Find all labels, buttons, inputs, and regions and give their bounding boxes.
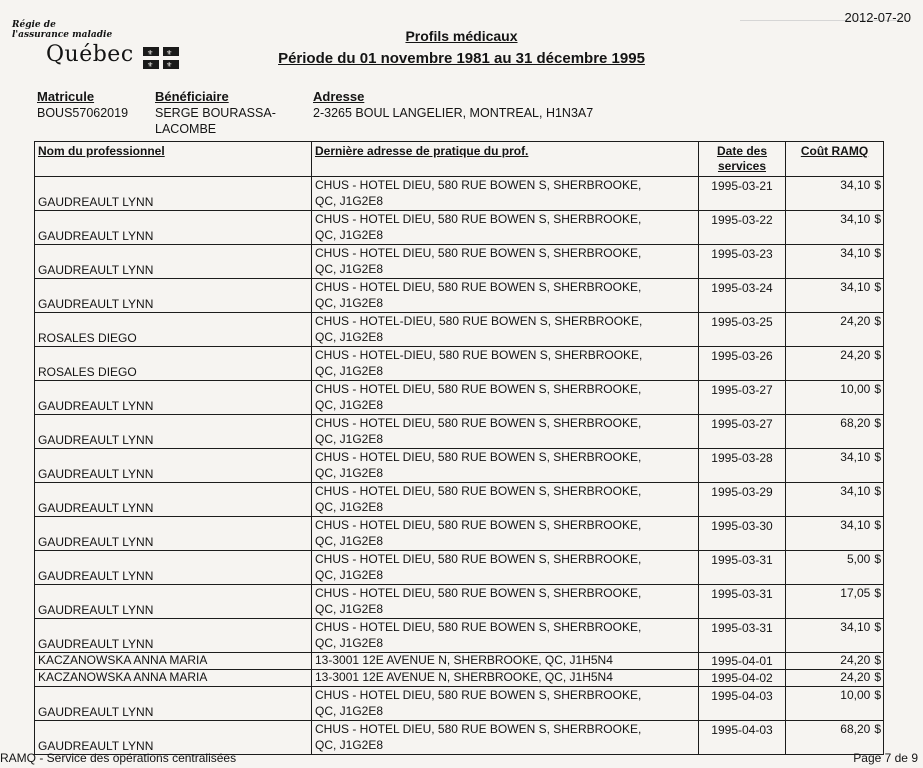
- currency-symbol: $: [874, 518, 881, 532]
- currency-symbol: $: [874, 450, 881, 464]
- table-row: [35, 449, 884, 483]
- currency-symbol: $: [874, 212, 881, 226]
- cost-amount: 34,10: [840, 450, 871, 464]
- logo-line1: Régie de: [12, 20, 56, 30]
- ramq-cost: [786, 415, 884, 449]
- service-date: 1995-03-22: [699, 211, 786, 245]
- table-row: [35, 279, 884, 313]
- svg-text:⚜: ⚜: [147, 49, 154, 57]
- period-subtitle: Période du 01 novembre 1981 au 31 décembre 1995: [278, 50, 645, 67]
- table-row: [35, 211, 884, 245]
- service-date: 1995-03-21: [699, 177, 786, 211]
- practice-address-line2: QC, J1G2E8: [315, 432, 384, 446]
- professional-name: GAUDREAULT LYNN: [35, 551, 312, 585]
- cost-amount: 34,10: [840, 518, 871, 532]
- ramq-cost: [786, 279, 884, 313]
- header-address: Dernière adresse de pratique du prof.: [312, 142, 699, 177]
- practice-address-line2: QC, J1G2E8: [315, 262, 384, 276]
- table-row: [35, 517, 884, 551]
- logo-brand: Québec: [46, 42, 134, 67]
- ramq-cost: [786, 483, 884, 517]
- service-date: 1995-04-02: [699, 670, 786, 687]
- practice-address-line2: QC, J1G2E8: [315, 738, 384, 752]
- header-date: [699, 142, 786, 177]
- practice-address-line2: QC, J1G2E8: [315, 466, 384, 480]
- ramq-cost: [786, 177, 884, 211]
- cost-amount: 34,10: [840, 620, 871, 634]
- professional-name: GAUDREAULT LYNN: [35, 517, 312, 551]
- currency-symbol: $: [874, 280, 881, 294]
- footer-page-number: Page 7 de 9: [853, 751, 918, 765]
- professional-name: GAUDREAULT LYNN: [35, 721, 312, 755]
- service-date: 1995-04-03: [699, 721, 786, 755]
- matricule-label: Matricule: [37, 89, 95, 104]
- table-row: [35, 245, 884, 279]
- currency-symbol: $: [874, 586, 881, 600]
- practice-address-line1: CHUS - HOTEL DIEU, 580 RUE BOWEN S, SHERBROOKE,: [315, 484, 642, 498]
- currency-symbol: $: [874, 348, 881, 362]
- adresse-label: Adresse: [313, 89, 365, 104]
- header-professional: Nom du professionnel: [35, 142, 312, 177]
- table-row: [35, 670, 884, 687]
- practice-address-line1: 13-3001 12E AVENUE N, SHERBROOKE, QC, J1H5N4: [315, 653, 613, 667]
- currency-symbol: $: [874, 246, 881, 260]
- practice-address: [312, 653, 699, 670]
- svg-text:⚜: ⚜: [166, 61, 173, 69]
- practice-address-line1: CHUS - HOTEL DIEU, 580 RUE BOWEN S, SHERBROOKE,: [315, 722, 642, 736]
- ramq-cost: [786, 517, 884, 551]
- cost-amount: 68,20: [840, 722, 871, 736]
- practice-address-line1: CHUS - HOTEL DIEU, 580 RUE BOWEN S, SHERBROOKE,: [315, 518, 642, 532]
- cost-amount: 17,05: [840, 586, 871, 600]
- practice-address-line1: CHUS - HOTEL DIEU, 580 RUE BOWEN S, SHERBROOKE,: [315, 450, 642, 464]
- report-date: 2012-07-20: [844, 10, 911, 25]
- practice-address-line1: CHUS - HOTEL-DIEU, 580 RUE BOWEN S, SHERBROOKE,: [315, 314, 643, 328]
- professional-name: GAUDREAULT LYNN: [35, 245, 312, 279]
- table-row: [35, 687, 884, 721]
- currency-symbol: $: [874, 178, 881, 192]
- currency-symbol: $: [874, 382, 881, 396]
- table-row: [35, 177, 884, 211]
- practice-address-line1: CHUS - HOTEL DIEU, 580 RUE BOWEN S, SHERBROOKE,: [315, 178, 642, 192]
- table-row: [35, 653, 884, 670]
- service-date: 1995-03-23: [699, 245, 786, 279]
- practice-address: [312, 177, 699, 211]
- practice-address-line1: CHUS - HOTEL DIEU, 580 RUE BOWEN S, SHERBROOKE,: [315, 246, 642, 260]
- matricule-value: BOUS57062019: [37, 106, 129, 120]
- table-row: [35, 619, 884, 653]
- header-date-line2: services: [717, 159, 767, 173]
- practice-address-line1: CHUS - HOTEL DIEU, 580 RUE BOWEN S, SHERBROOKE,: [315, 688, 642, 702]
- practice-address-line2: QC, J1G2E8: [315, 398, 384, 412]
- cost-amount: 34,10: [840, 178, 871, 192]
- professional-name: GAUDREAULT LYNN: [35, 449, 312, 483]
- table-row: [35, 415, 884, 449]
- currency-symbol: $: [874, 314, 881, 328]
- medical-records-table: [34, 141, 884, 755]
- table-row: [35, 551, 884, 585]
- practice-address-line1: CHUS - HOTEL DIEU, 580 RUE BOWEN S, SHERBROOKE,: [315, 552, 642, 566]
- cost-amount: 10,00: [840, 688, 871, 702]
- ramq-cost: [786, 619, 884, 653]
- header-date-line1: Date des: [716, 144, 768, 158]
- professional-name: GAUDREAULT LYNN: [35, 381, 312, 415]
- professional-name: GAUDREAULT LYNN: [35, 585, 312, 619]
- service-date: 1995-03-25: [699, 313, 786, 347]
- practice-address: [312, 619, 699, 653]
- ramq-cost: [786, 670, 884, 687]
- practice-address-line2: QC, J1G2E8: [315, 534, 384, 548]
- cost-amount: 34,10: [840, 212, 871, 226]
- practice-address: [312, 687, 699, 721]
- currency-symbol: $: [874, 620, 881, 634]
- ramq-cost: [786, 585, 884, 619]
- table-row: [35, 483, 884, 517]
- practice-address: [312, 721, 699, 755]
- practice-address: [312, 245, 699, 279]
- page-title: Profils médicaux: [405, 28, 518, 44]
- practice-address-line1: CHUS - HOTEL-DIEU, 580 RUE BOWEN S, SHERBROOKE,: [315, 348, 643, 362]
- service-date: 1995-03-31: [699, 585, 786, 619]
- cost-amount: 24,20: [840, 314, 871, 328]
- ramq-cost: [786, 449, 884, 483]
- practice-address-line2: QC, J1G2E8: [315, 568, 384, 582]
- practice-address-line1: CHUS - HOTEL DIEU, 580 RUE BOWEN S, SHERBROOKE,: [315, 416, 642, 430]
- beneficiaire-line2: LACOMBE: [155, 122, 217, 136]
- ramq-cost: [786, 551, 884, 585]
- professional-name: KACZANOWSKA ANNA MARIA: [35, 653, 312, 670]
- currency-symbol: $: [874, 484, 881, 498]
- currency-symbol: $: [874, 670, 881, 684]
- ramq-cost: [786, 653, 884, 670]
- practice-address-line1: CHUS - HOTEL DIEU, 580 RUE BOWEN S, SHERBROOKE,: [315, 212, 642, 226]
- adresse-value: 2-3265 BOUL LANGELIER, MONTREAL, H1N3A7: [313, 106, 594, 120]
- practice-address: [312, 313, 699, 347]
- professional-name: ROSALES DIEGO: [35, 313, 312, 347]
- table-body: [35, 177, 884, 755]
- professional-name: ROSALES DIEGO: [35, 347, 312, 381]
- practice-address: [312, 585, 699, 619]
- professional-name: GAUDREAULT LYNN: [35, 483, 312, 517]
- practice-address: [312, 415, 699, 449]
- service-date: 1995-03-28: [699, 449, 786, 483]
- cost-amount: 24,20: [840, 653, 871, 667]
- service-date: 1995-03-27: [699, 415, 786, 449]
- practice-address-line2: QC, J1G2E8: [315, 228, 384, 242]
- practice-address: [312, 670, 699, 687]
- ramq-cost: [786, 313, 884, 347]
- ramq-cost: [786, 245, 884, 279]
- practice-address-line2: QC, J1G2E8: [315, 296, 384, 310]
- logo-line2: l'assurance maladie: [12, 30, 113, 40]
- practice-address-line2: QC, J1G2E8: [315, 364, 384, 378]
- service-date: 1995-03-31: [699, 619, 786, 653]
- service-date: 1995-04-01: [699, 653, 786, 670]
- service-date: 1995-03-31: [699, 551, 786, 585]
- service-date: 1995-03-24: [699, 279, 786, 313]
- professional-name: GAUDREAULT LYNN: [35, 279, 312, 313]
- beneficiaire-label: Bénéficiaire: [155, 89, 229, 104]
- currency-symbol: $: [874, 653, 881, 667]
- practice-address-line2: QC, J1G2E8: [315, 704, 384, 718]
- professional-name: GAUDREAULT LYNN: [35, 415, 312, 449]
- professional-name: GAUDREAULT LYNN: [35, 211, 312, 245]
- cost-amount: 34,10: [840, 280, 871, 294]
- practice-address-line1: 13-3001 12E AVENUE N, SHERBROOKE, QC, J1H5N4: [315, 670, 613, 684]
- currency-symbol: $: [874, 416, 881, 430]
- professional-name: KACZANOWSKA ANNA MARIA: [35, 670, 312, 687]
- service-date: 1995-04-03: [699, 687, 786, 721]
- practice-address: [312, 517, 699, 551]
- practice-address-line1: CHUS - HOTEL DIEU, 580 RUE BOWEN S, SHERBROOKE,: [315, 620, 642, 634]
- service-date: 1995-03-29: [699, 483, 786, 517]
- cost-amount: 34,10: [840, 246, 871, 260]
- svg-text:⚜: ⚜: [166, 49, 173, 57]
- currency-symbol: $: [874, 552, 881, 566]
- cost-amount: 5,00: [846, 552, 871, 566]
- practice-address-line2: QC, J1G2E8: [315, 330, 384, 344]
- header-cost: Coût RAMQ: [786, 142, 884, 177]
- beneficiaire-line1: SERGE BOURASSA-: [155, 106, 276, 120]
- ramq-cost: [786, 687, 884, 721]
- practice-address-line2: QC, J1G2E8: [315, 194, 384, 208]
- table-row: [35, 381, 884, 415]
- professional-name: GAUDREAULT LYNN: [35, 177, 312, 211]
- table-row: [35, 313, 884, 347]
- ramq-cost: [786, 211, 884, 245]
- practice-address: [312, 483, 699, 517]
- service-date: 1995-03-27: [699, 381, 786, 415]
- practice-address-line2: QC, J1G2E8: [315, 636, 384, 650]
- table-row: [35, 585, 884, 619]
- professional-name: GAUDREAULT LYNN: [35, 687, 312, 721]
- table-row: [35, 721, 884, 755]
- cost-amount: 34,10: [840, 484, 871, 498]
- footer-service: RAMQ - Service des opérations centralisées: [0, 751, 237, 765]
- ramq-cost: [786, 721, 884, 755]
- table-header-row: [35, 142, 884, 177]
- cost-amount: 24,20: [840, 670, 871, 684]
- cost-amount: 68,20: [840, 416, 871, 430]
- practice-address: [312, 347, 699, 381]
- practice-address-line2: QC, J1G2E8: [315, 500, 384, 514]
- currency-symbol: $: [874, 688, 881, 702]
- practice-address-line1: CHUS - HOTEL DIEU, 580 RUE BOWEN S, SHERBROOKE,: [315, 280, 642, 294]
- practice-address: [312, 449, 699, 483]
- practice-address-line2: QC, J1G2E8: [315, 602, 384, 616]
- practice-address-line1: CHUS - HOTEL DIEU, 580 RUE BOWEN S, SHERBROOKE,: [315, 586, 642, 600]
- svg-text:⚜: ⚜: [147, 61, 154, 69]
- professional-name: GAUDREAULT LYNN: [35, 619, 312, 653]
- practice-address: [312, 279, 699, 313]
- table-row: [35, 347, 884, 381]
- ramq-cost: [786, 381, 884, 415]
- cost-amount: 24,20: [840, 348, 871, 362]
- service-date: 1995-03-26: [699, 347, 786, 381]
- service-date: 1995-03-30: [699, 517, 786, 551]
- practice-address: [312, 211, 699, 245]
- beneficiaire-value: [155, 105, 276, 137]
- practice-address-line1: CHUS - HOTEL DIEU, 580 RUE BOWEN S, SHERBROOKE,: [315, 382, 642, 396]
- practice-address: [312, 381, 699, 415]
- currency-symbol: $: [874, 722, 881, 736]
- cost-amount: 10,00: [840, 382, 871, 396]
- ramq-cost: [786, 347, 884, 381]
- practice-address: [312, 551, 699, 585]
